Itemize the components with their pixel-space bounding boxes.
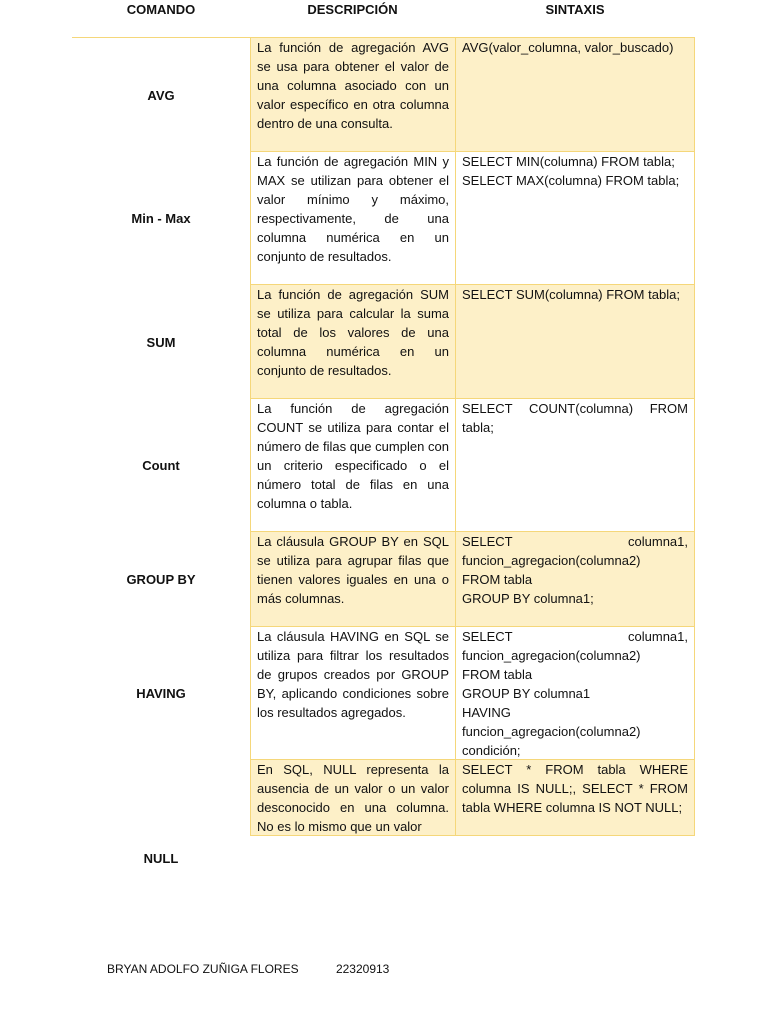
description-cell: La función de agregación SUM se utiliza para calcular la suma total de los valores de una columna numérica en un conjunto de resultados. [250, 285, 455, 399]
command-cell: AVG [147, 87, 175, 103]
table-row [72, 38, 695, 152]
header-syntax: SINTAXIS [545, 2, 605, 17]
command-cell: SUM [146, 334, 176, 350]
student-id: 22320913 [335, 962, 390, 976]
syntax-line: FROM tabla [462, 667, 533, 682]
description-cell: La función de agregación MIN y MAX se utilizan para obtener el valor mínimo y máximo, respectivamente, de una columna numérica en un conjunto de resultados. [250, 152, 455, 285]
syntax-line: SELECT COUNT(columna) FROM tabla; [462, 401, 688, 435]
author-name: BRYAN ADOLFO ZUÑIGA FLORES [107, 962, 299, 976]
table-header [0, 0, 768, 24]
syntax-cell [455, 760, 695, 836]
syntax-line: SELECT MAX(columna) FROM tabla; [462, 173, 680, 188]
syntax-line: SELECT columna1, [462, 629, 688, 644]
command-cell: GROUP BY [126, 572, 196, 587]
syntax-cell [455, 152, 695, 285]
syntax-cell [455, 285, 695, 399]
description-cell: La cláusula GROUP BY en SQL se utiliza para agrupar filas que tienen valores iguales en una o más columnas. [250, 532, 455, 627]
syntax-line: GROUP BY columna1; [462, 591, 594, 606]
syntax-line: condición; [462, 743, 521, 758]
command-cell: HAVING [136, 686, 186, 701]
syntax-line: SELECT SUM(columna) FROM tabla; [462, 287, 680, 302]
syntax-line: SELECT * FROM tabla WHERE columna IS NULL;, SELECT * FROM tabla WHERE columna IS NOT NULL; [462, 762, 688, 815]
syntax-cell [455, 532, 695, 627]
description-cell: La función de agregación AVG se usa para obtener el valor de una columna asociado con un valor específico en otra columna dentro de una consulta. [250, 38, 455, 152]
description-cell: En SQL, NULL representa la ausencia de un valor o un valor desconocido en una columna. No es lo mismo que un valor [250, 760, 455, 836]
table-row [72, 532, 695, 627]
footer [107, 962, 389, 976]
command-cell: NULL [143, 851, 179, 866]
syntax-line: AVG(valor_columna, valor_buscado) [462, 40, 674, 55]
syntax-line: GROUP BY columna1 [462, 686, 591, 701]
description-cell: La función de agregación COUNT se utiliza para contar el número de filas que cumplen con un criterio especificado o el número total de filas en una columna o tabla. [250, 399, 455, 532]
syntax-line: SELECT columna1, [462, 534, 688, 549]
syntax-cell [455, 627, 695, 760]
table-row [72, 399, 695, 532]
syntax-cell [455, 399, 695, 532]
syntax-line: SELECT MIN(columna) FROM tabla; [462, 154, 675, 169]
syntax-line: funcion_agregacion(columna2) [462, 553, 641, 568]
syntax-line: FROM tabla [462, 572, 533, 587]
syntax-line: funcion_agregacion(columna2) [462, 724, 641, 739]
table-row [72, 152, 695, 285]
table-row [72, 627, 695, 760]
description-cell: La cláusula HAVING en SQL se utiliza para filtrar los resultados de grupos creados por GROUP BY, aplicando condiciones sobre los resultados agregados. [250, 627, 455, 760]
command-cell: Min - Max [131, 211, 191, 226]
syntax-line: funcion_agregacion(columna2) [462, 648, 641, 663]
header-description: DESCRIPCIÓN [307, 2, 398, 17]
table-row [72, 760, 695, 866]
header-command: COMANDO [126, 2, 196, 17]
command-cell: Count [142, 458, 180, 473]
syntax-line: HAVING [462, 705, 511, 720]
table-row [72, 285, 695, 399]
sql-commands-table [72, 38, 695, 866]
syntax-cell [455, 38, 695, 152]
